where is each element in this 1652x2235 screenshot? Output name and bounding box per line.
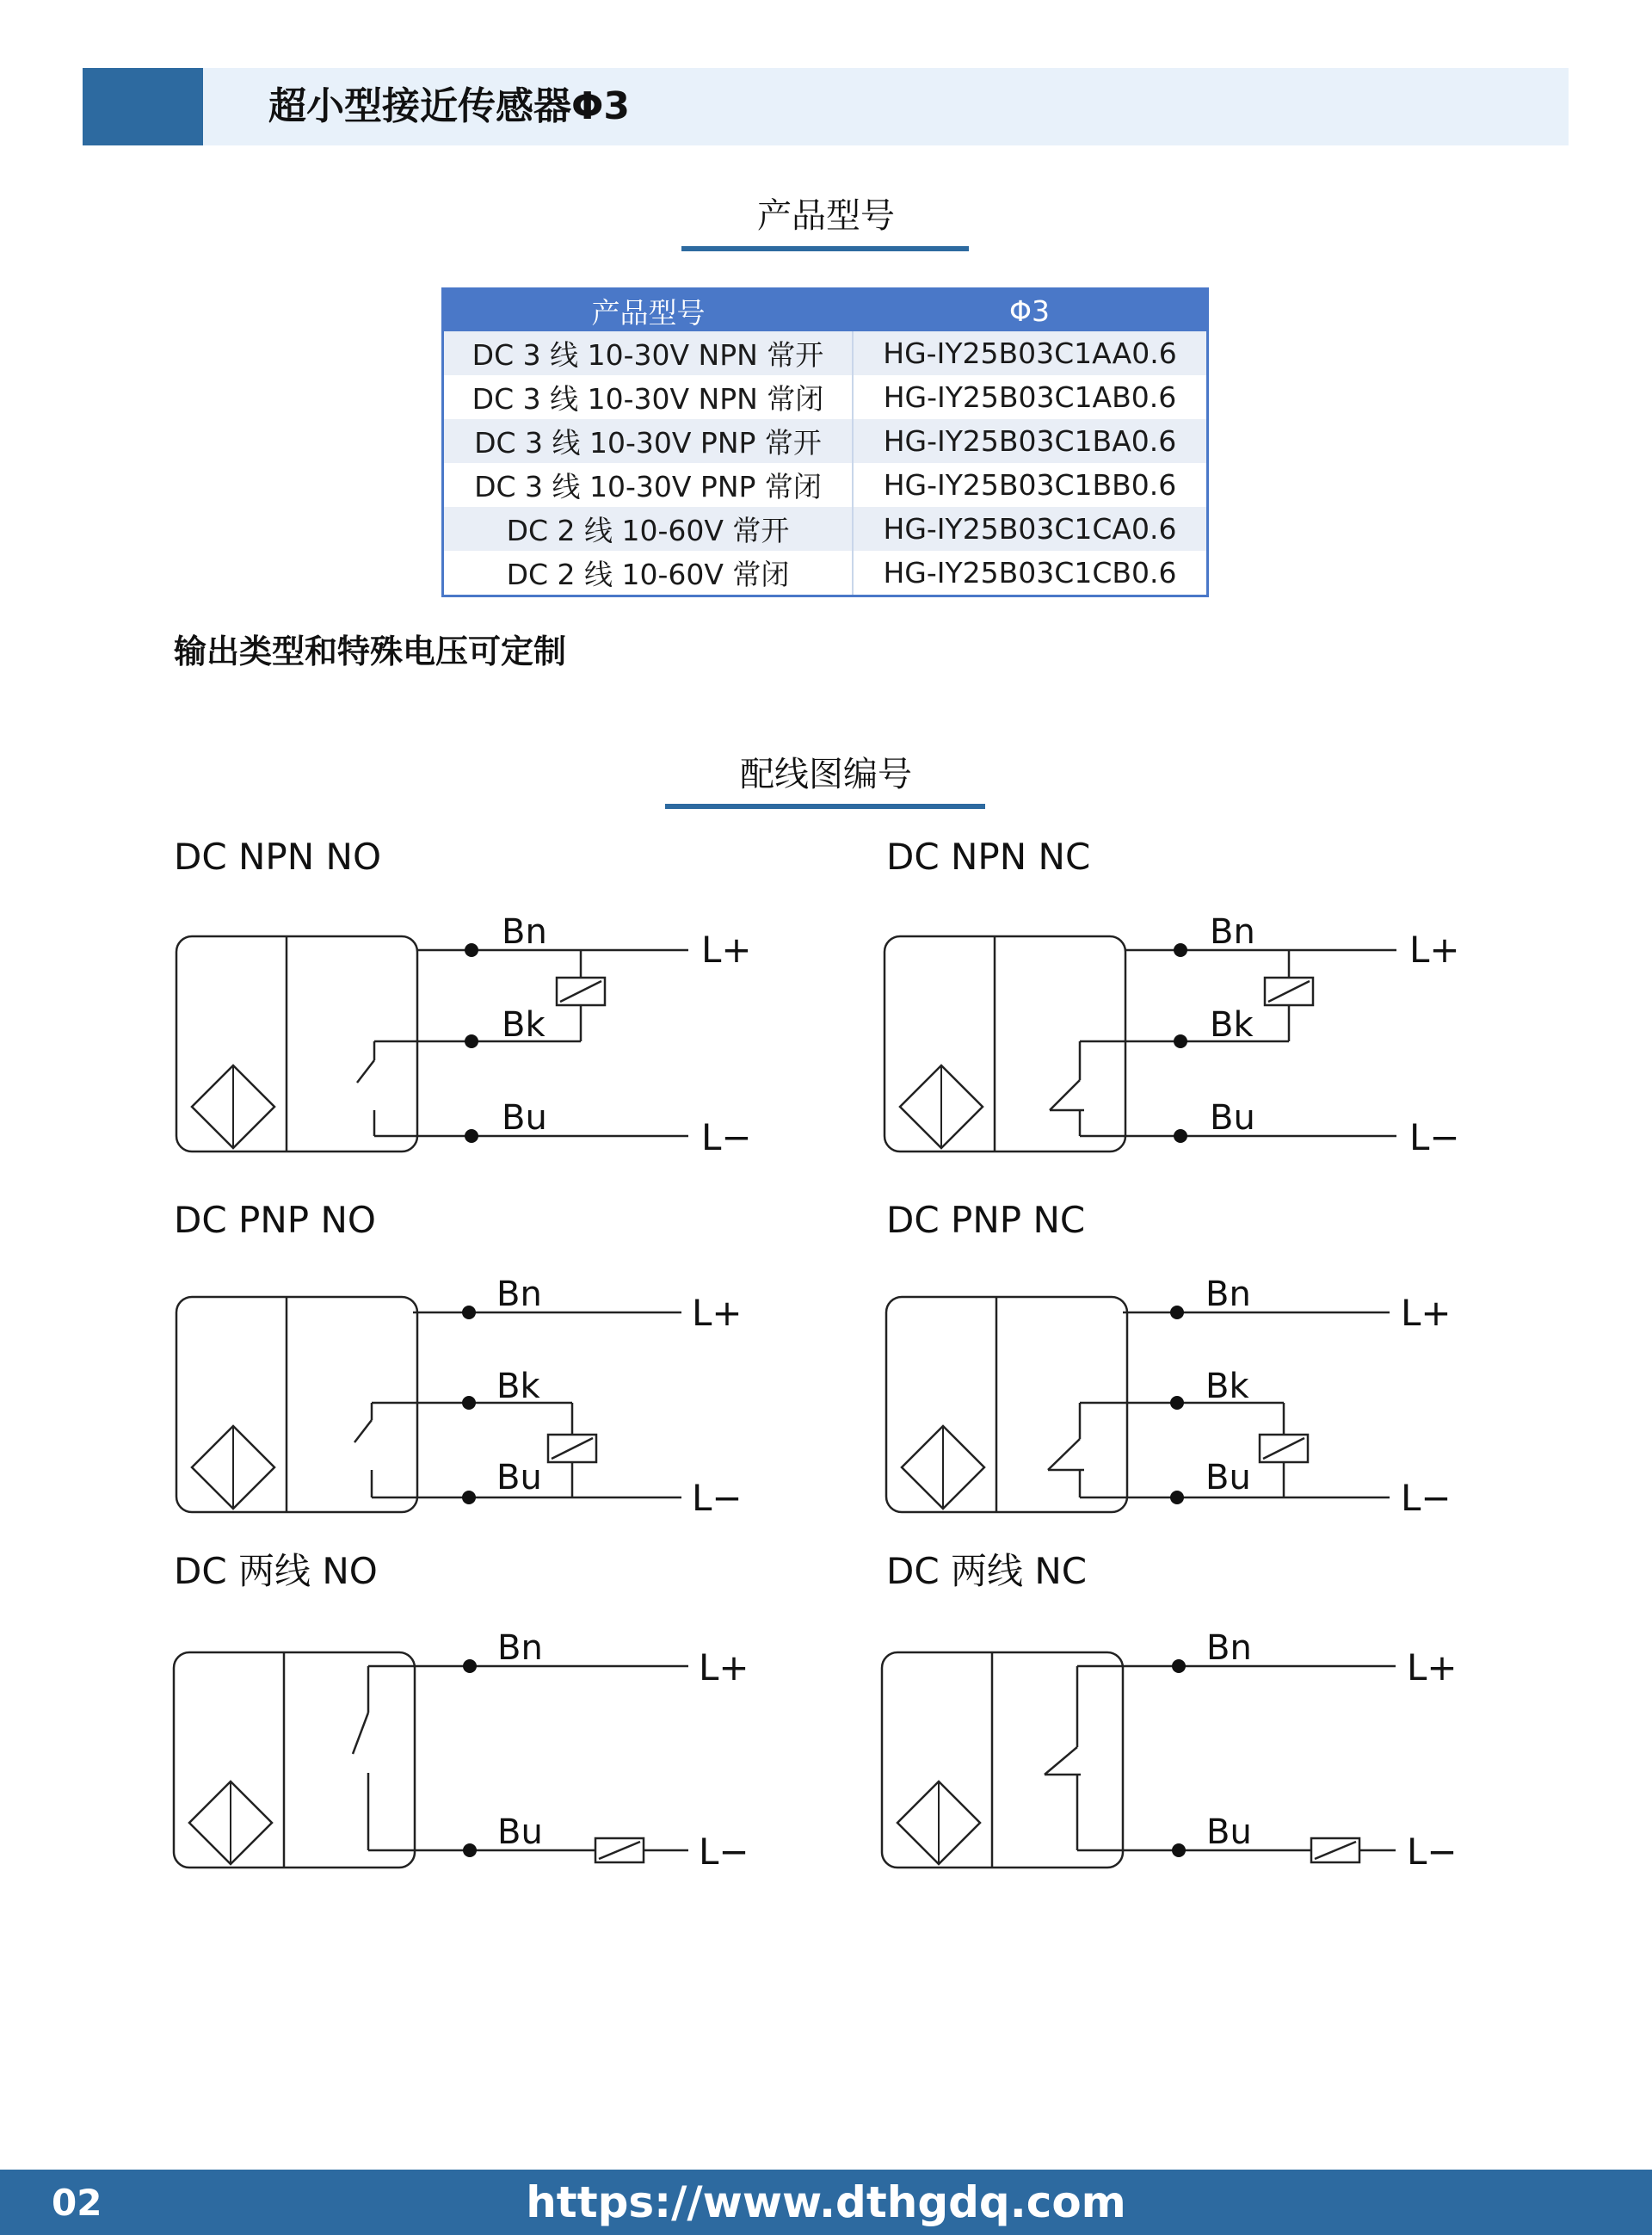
diagram-2wire-no bbox=[174, 1628, 749, 1873]
table-cell: HG-IY25B03C1AA0.6 bbox=[853, 331, 1208, 375]
table-cell: HG-IY25B03C1BB0.6 bbox=[883, 468, 1177, 502]
table-header-cell: 产品型号 bbox=[443, 289, 854, 332]
wire-label-bk: Bk bbox=[502, 1005, 546, 1045]
wire-label-bn: Bn bbox=[496, 1275, 542, 1314]
terminal-l-minus: L− bbox=[1409, 1116, 1460, 1158]
wire-label-bk: Bk bbox=[1210, 1005, 1254, 1045]
terminal-l-plus: L+ bbox=[1409, 929, 1460, 971]
page-title: 超小型接近传感器Φ3 bbox=[268, 84, 631, 128]
diagram-pnp-no bbox=[176, 1275, 743, 1519]
diagram-label-npn-nc: DC NPN NC bbox=[886, 836, 1091, 878]
terminal-l-plus: L+ bbox=[1401, 1292, 1452, 1334]
website-link[interactable]: https://www.dthgdq.com bbox=[526, 2177, 1126, 2227]
wiring-section-title: 配线图编号 bbox=[740, 755, 912, 794]
terminal-l-plus: L+ bbox=[701, 929, 752, 971]
table-header-cell: Φ3 bbox=[853, 289, 1208, 332]
table-cell: DC 3 线 10-30V NPN 常开 bbox=[443, 331, 854, 375]
terminal-l-minus: L− bbox=[699, 1831, 749, 1873]
terminal-l-plus: L+ bbox=[699, 1646, 749, 1689]
diagram-npn-nc bbox=[885, 912, 1460, 1158]
diagram-label-2wire-no: DC 两线 NO bbox=[174, 1550, 378, 1592]
terminal-l-minus: L− bbox=[1407, 1831, 1458, 1873]
table-cell: DC 2 线 10-60V 常开 bbox=[443, 507, 854, 551]
customization-note: 输出类型和特殊电压可定制 bbox=[174, 633, 567, 670]
diagram-2wire-nc bbox=[882, 1628, 1458, 1873]
table-cell: HG-IY25B03C1AB0.6 bbox=[883, 380, 1177, 414]
wire-label-bu: Bu bbox=[1206, 1812, 1252, 1852]
wire-label-bu: Bu bbox=[496, 1458, 542, 1497]
wire-label-bn: Bn bbox=[502, 912, 547, 952]
terminal-l-minus: L− bbox=[1401, 1477, 1452, 1519]
models-section-title: 产品型号 bbox=[757, 196, 895, 236]
terminal-l-plus: L+ bbox=[1407, 1646, 1458, 1689]
diagram-label-pnp-nc: DC PNP NC bbox=[886, 1199, 1086, 1241]
terminal-l-minus: L− bbox=[692, 1477, 743, 1519]
wire-label-bn: Bn bbox=[497, 1628, 543, 1668]
table-cell: DC 3 线 10-30V PNP 常开 bbox=[443, 419, 854, 463]
wire-label-bu: Bu bbox=[502, 1098, 547, 1138]
wire-label-bn: Bn bbox=[1210, 912, 1255, 952]
wire-label-bu: Bu bbox=[497, 1812, 543, 1852]
wire-label-bk: Bk bbox=[496, 1367, 540, 1406]
wire-label-bn: Bn bbox=[1205, 1275, 1251, 1314]
page-footer bbox=[0, 2170, 1652, 2235]
diagram-label-2wire-nc: DC 两线 NC bbox=[886, 1550, 1088, 1592]
wire-label-bk: Bk bbox=[1205, 1367, 1249, 1406]
terminal-l-plus: L+ bbox=[692, 1292, 743, 1334]
diagram-pnp-nc bbox=[886, 1275, 1452, 1519]
diagram-label-npn-no: DC NPN NO bbox=[174, 836, 382, 878]
terminal-l-minus: L− bbox=[701, 1116, 752, 1158]
table-cell: HG-IY25B03C1BA0.6 bbox=[853, 419, 1208, 463]
table-cell: DC 3 线 10-30V PNP 常闭 bbox=[443, 463, 854, 507]
table-cell: HG-IY25B03C1CA0.6 bbox=[853, 507, 1208, 551]
table-cell: HG-IY25B03C1CB0.6 bbox=[883, 556, 1177, 590]
wire-label-bn: Bn bbox=[1206, 1628, 1252, 1668]
wire-label-bu: Bu bbox=[1210, 1098, 1255, 1138]
diagram-npn-no bbox=[176, 912, 752, 1158]
diagram-label-pnp-no: DC PNP NO bbox=[174, 1199, 376, 1241]
table-cell: DC 3 线 10-30V NPN 常闭 bbox=[443, 375, 854, 419]
wire-label-bu: Bu bbox=[1205, 1458, 1251, 1497]
page-number: 02 bbox=[52, 2182, 102, 2224]
table-cell: DC 2 线 10-60V 常闭 bbox=[443, 551, 854, 596]
